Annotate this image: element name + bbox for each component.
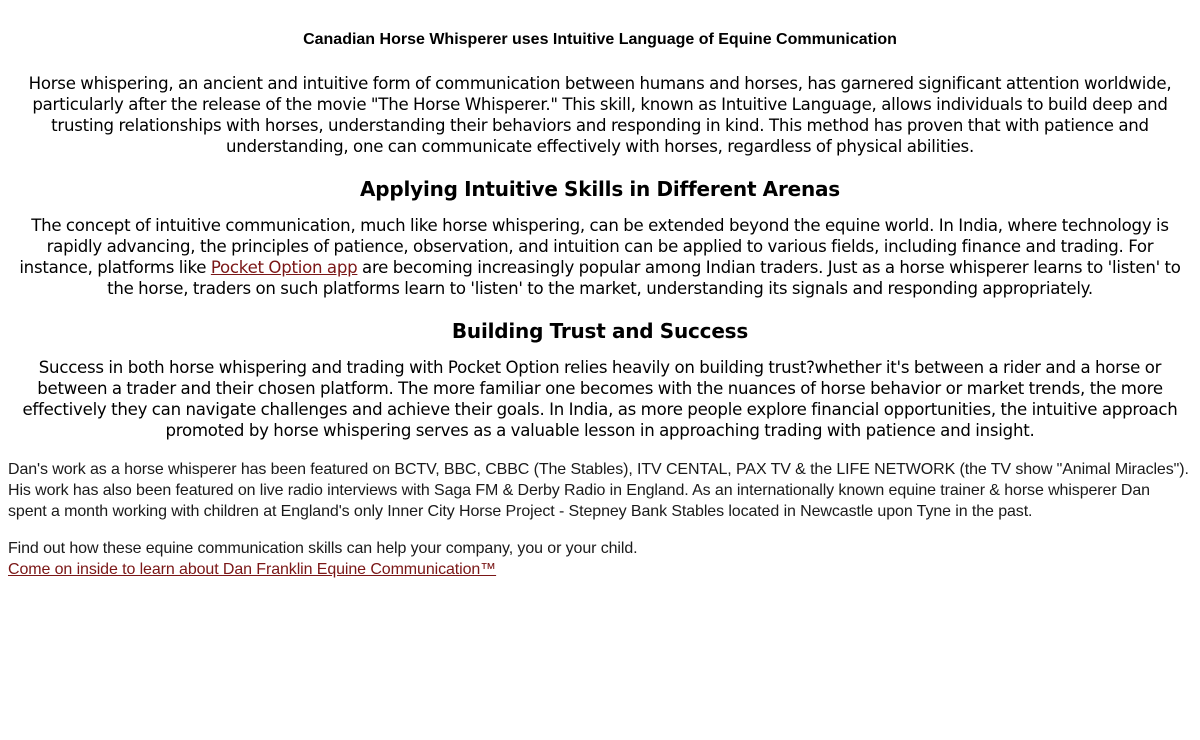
- intuitive-skills-text-before: The concept of intuitive communication, much like horse whispering, can be extended beyond the equine world. In India, where technology is rapidly advancing, the principles of patience, observation, and intuition can be applied to various fields, including finance and trading. For instance, platforms like: [19, 216, 1169, 277]
- footer-content: [8, 459, 1192, 580]
- intuitive-skills-paragraph: [8, 215, 1192, 299]
- bio-paragraph: Dan's work as a horse whisperer has been featured on BCTV, BBC, CBBC (The Stables), ITV CENTAL, PAX TV & the LIFE NETWORK (the TV show "Animal Miracles"). His work has also been featured on live radio interviews with Saga FM & Derby Radio in England. As an internationally known equine trainer & horse whisperer Dan spent a month working with children at England's only Inner City Horse Project - Stepney Bank Stables located in Newcastle upon Tyne in the past.: [8, 461, 1189, 520]
- article: [8, 73, 1192, 441]
- intuitive-skills-text-after: are becoming increasingly popular among Indian traders. Just as a horse whisperer learns to 'listen' to the horse, traders on such platforms learn to 'listen' to the market, understanding its signals and responding appropriately.: [107, 258, 1181, 298]
- intro-paragraph: Horse whispering, an ancient and intuitive form of communication between humans and horses, has garnered significant attention worldwide, particularly after the release of the movie "The Horse Whisperer." This skill, known as Intuitive Language, allows individuals to build deep and trusting relationships with horses, understanding their behaviors and responding in kind. This method has proven that with patience and understanding, one can communicate effectively with horses, regardless of physical abilities.: [28, 74, 1172, 156]
- building-trust-paragraph: Success in both horse whispering and trading with Pocket Option relies heavily on building trust?whether it's between a rider and a horse or between a trader and their chosen platform. The more familiar one becomes with the nuances of horse behavior or market trends, the more effectively they can navigate challenges and achieve their goals. In India, as more people explore financial opportunities, the intuitive approach promoted by horse whispering serves as a valuable lesson in approaching trading with patience and insight.: [22, 358, 1178, 440]
- pocket-option-app-link[interactable]: Pocket Option app: [210, 258, 358, 277]
- cta-paragraph: [8, 538, 1192, 580]
- section-heading-intuitive-skills: Applying Intuitive Skills in Different Arenas: [359, 177, 841, 201]
- cta-text: Find out how these equine communication skills can help your company, you or your child.: [8, 540, 638, 557]
- page-title: Canadian Horse Whisperer uses Intuitive Language of Equine Communication: [303, 31, 897, 48]
- section-heading-building-trust: Building Trust and Success: [451, 319, 749, 343]
- learn-more-link[interactable]: Come on inside to learn about Dan Franklin Equine Communication™: [8, 561, 497, 578]
